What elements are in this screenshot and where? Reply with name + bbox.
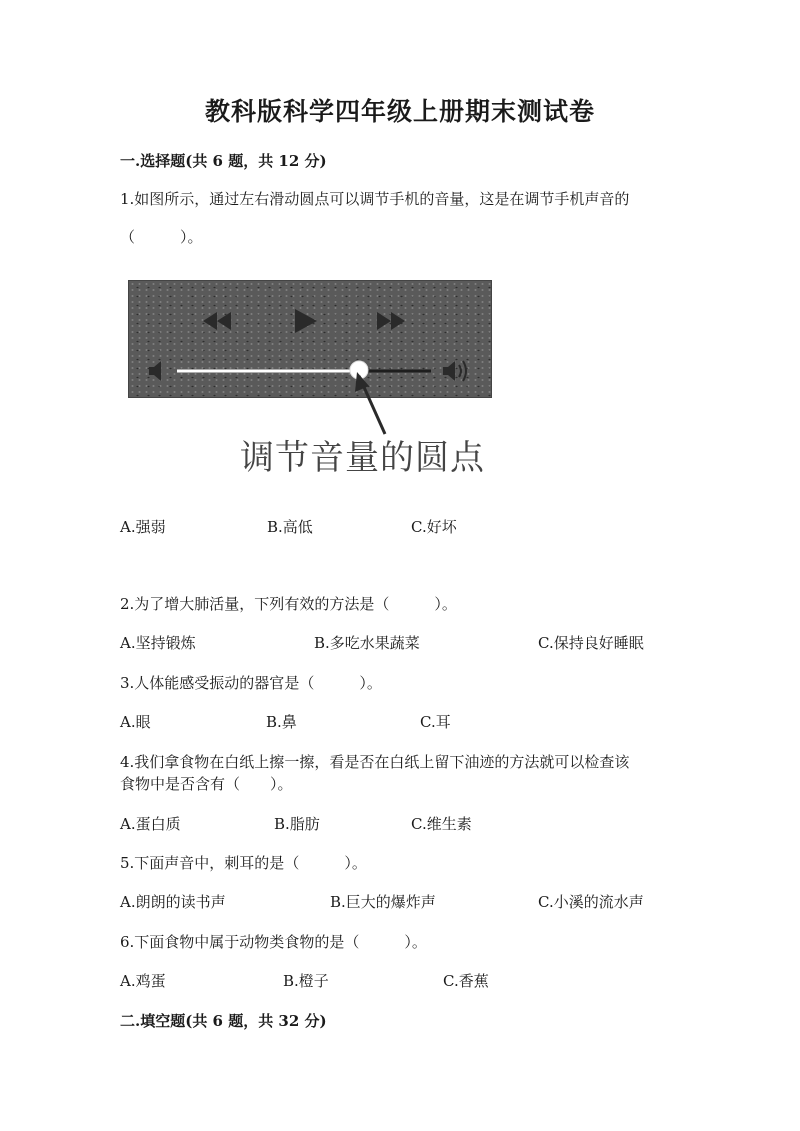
question-5: 5.下面声音中，刺耳的是（ ）。 <box>120 854 367 872</box>
q4-option-a: A.蛋白质 <box>120 815 181 833</box>
volume-player-figure <box>128 280 492 398</box>
question-1-line-2: （ ）。 <box>120 228 203 246</box>
speaker-high-icon <box>443 361 466 381</box>
question-3: 3.人体能感受振动的器官是（ ）。 <box>120 674 382 692</box>
q3-option-c: C.耳 <box>420 713 451 731</box>
q2-option-a: A.坚持锻炼 <box>120 634 196 652</box>
q2-option-c: C.保持良好睡眠 <box>538 634 644 652</box>
q1-option-a: A.强弱 <box>120 518 166 536</box>
q3-option-b: B.鼻 <box>266 713 297 731</box>
q4-option-b: B.脂肪 <box>274 815 320 833</box>
q6-option-c: C.香蕉 <box>443 972 489 990</box>
question-4-line-1: 4.我们拿食物在白纸上擦一擦，看是否在白纸上留下油迹的方法就可以检查该 <box>120 753 630 771</box>
q3-option-a: A.眼 <box>120 713 151 731</box>
figure-caption: 调节音量的圆点 <box>240 438 485 478</box>
section-heading-choice: 一.选择题(共 6 题，共 12 分) <box>120 152 327 170</box>
speaker-low-icon <box>149 361 161 381</box>
page-title: 教科版科学四年级上册期末测试卷 <box>204 97 595 126</box>
player-controls-graphic <box>129 281 491 397</box>
question-2: 2.为了增大肺活量，下列有效的方法是（ ）。 <box>120 595 457 613</box>
q1-option-b: B.高低 <box>267 518 313 536</box>
q6-option-a: A.鸡蛋 <box>120 972 166 990</box>
question-1-line-1: 1.如图所示，通过左右滑动圆点可以调节手机的音量，这是在调节手机声音的 <box>120 190 630 208</box>
question-4-line-2: 食物中是否含有（ ）。 <box>120 775 293 793</box>
play-icon <box>295 309 317 333</box>
rewind-icon <box>203 312 231 330</box>
q6-option-b: B.橙子 <box>283 972 329 990</box>
q5-option-c: C.小溪的流水声 <box>538 893 644 911</box>
q5-option-b: B.巨大的爆炸声 <box>330 893 436 911</box>
question-6: 6.下面食物中属于动物类食物的是（ ）。 <box>120 933 427 951</box>
q2-option-b: B.多吃水果蔬菜 <box>314 634 420 652</box>
q1-option-c: C.好坏 <box>411 518 457 536</box>
fast-forward-icon <box>377 312 405 330</box>
q4-option-c: C.维生素 <box>411 815 472 833</box>
section-heading-fill-blank: 二.填空题(共 6 题，共 32 分) <box>120 1012 327 1030</box>
q5-option-a: A.朗朗的读书声 <box>120 893 226 911</box>
